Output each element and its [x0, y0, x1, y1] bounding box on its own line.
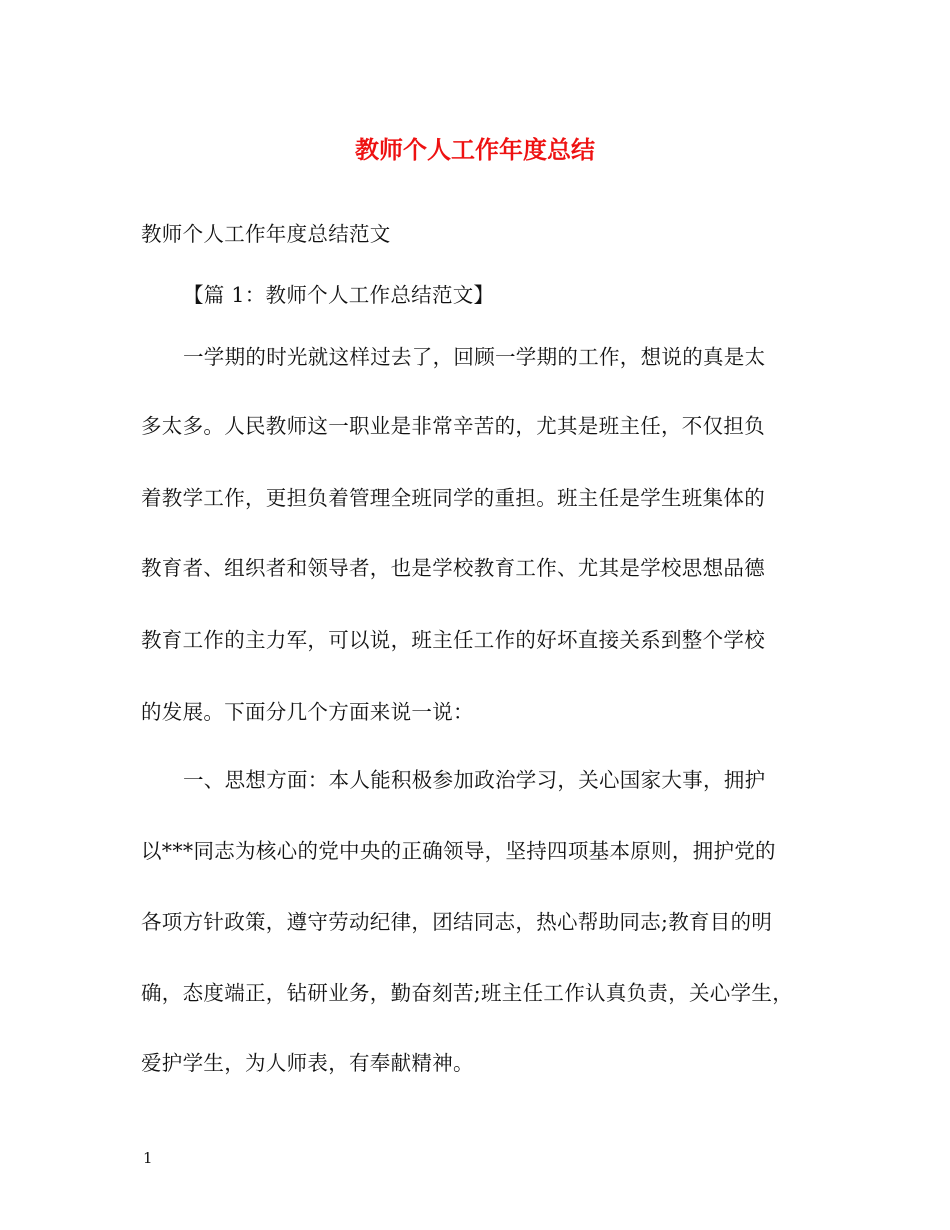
- paragraph-line: 着教学工作，更担负着管理全班同学的重担。班主任是学生班集体的: [141, 486, 765, 510]
- paragraph-line: 多太多。人民教师这一职业是非常辛苦的，尤其是班主任，不仅担负: [141, 414, 765, 438]
- paragraph-line: 的发展。下面分几个方面来说一说：: [141, 700, 474, 724]
- page-number: 1: [143, 1149, 153, 1167]
- paragraph-line: 一、思想方面：本人能积极参加政治学习，关心国家大事，拥护: [183, 768, 766, 792]
- document-subtitle: 教师个人工作年度总结范文: [141, 222, 391, 246]
- paragraph-line: 各项方针政策，遵守劳动纪律，团结同志，热心帮助同志;教育目的明: [141, 910, 773, 934]
- paragraph-line: 一学期的时光就这样过去了，回顾一学期的工作，想说的真是太: [183, 345, 766, 369]
- paragraph-line: 确，态度端正，钻研业务，勤奋刻苦;班主任工作认真负责，关心学生，: [141, 981, 794, 1005]
- paragraph-line: 以***同志为核心的党中央的正确领导，坚持四项基本原则，拥护党的: [141, 839, 776, 863]
- paragraph-line: 教育工作的主力军，可以说，班主任工作的好坏直接关系到整个学校: [141, 628, 765, 652]
- document-title: 教师个人工作年度总结: [355, 135, 595, 164]
- paragraph-line: 爱护学生，为人师表，有奉献精神。: [141, 1051, 474, 1075]
- paragraph-line: 教育者、组织者和领导者，也是学校教育工作、尤其是学校思想品德: [141, 556, 765, 580]
- section-heading: 【篇 1：教师个人工作总结范文】: [183, 283, 495, 307]
